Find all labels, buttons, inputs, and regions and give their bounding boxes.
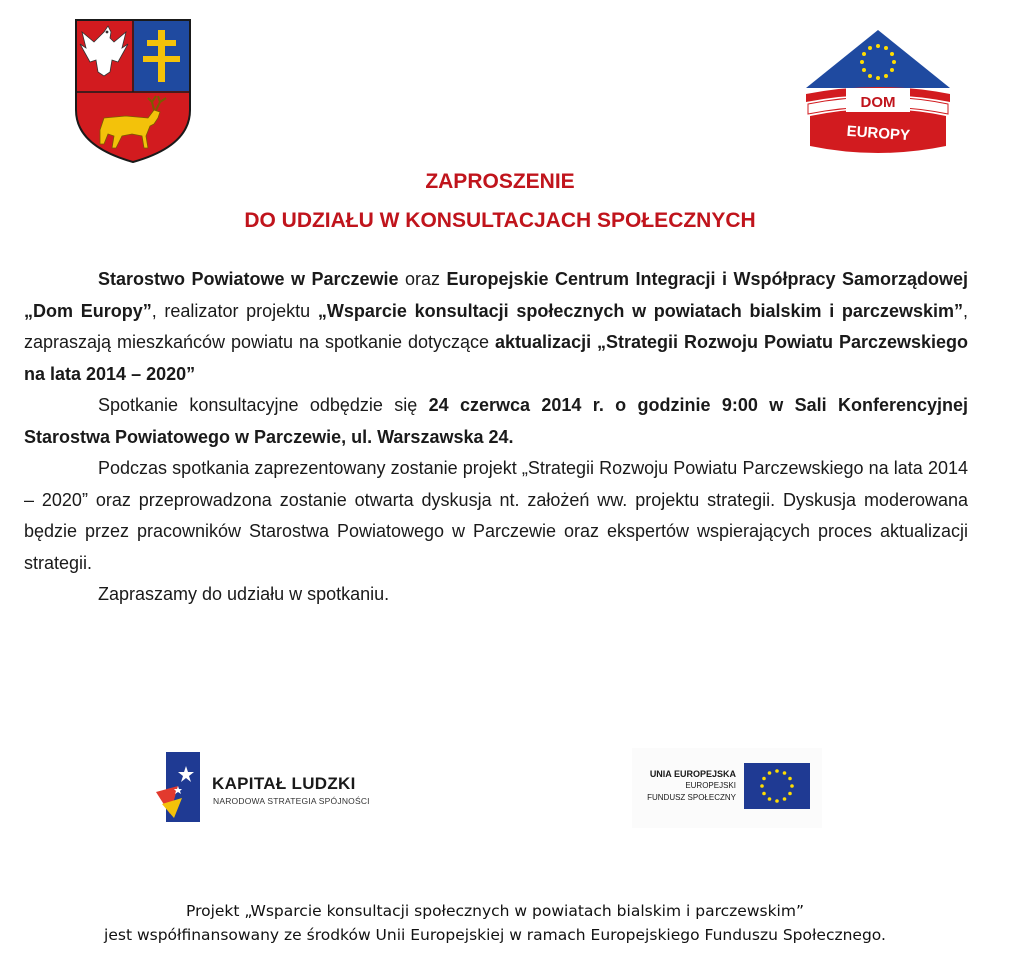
eu-line3: FUNDUSZ SPOŁECZNY: [647, 793, 736, 802]
paragraph-3: Podczas spotkania zaprezentowany zostanie projekt „Strategii Rozwoju Powiatu Parczewskiego na lata 2014 – 2020” oraz przeprowadzona zostanie otwarta dyskusja nt. założeń ww. projektu strategii. Dyskusja moderowana będzie przez pracowników Starostwa Powiatowego w Parczewie oraz ekspertów wspierających proces aktualizacji strategii.: [24, 458, 968, 573]
eu-logo: [632, 748, 822, 828]
p1-organizer-2: Europejskie Centrum Integracji i Współpracy Samorządowej „Dom Europy”: [24, 269, 968, 321]
kapital-ludzki-flag-icon: [156, 752, 200, 822]
p2-text: Spotkanie konsultacyjne odbędzie się: [98, 395, 429, 415]
kapital-ludzki-subtitle: NARODOWA STRATEGIA SPÓJNOŚCI: [213, 796, 370, 806]
invitation-body: [24, 264, 968, 611]
paragraph-1: [24, 264, 968, 390]
paragraph-2: [24, 390, 968, 453]
title-line2: DO UDZIAŁU W KONSULTACJACH SPOŁECZNYCH: [244, 209, 756, 232]
eu-flag-icon: [744, 763, 810, 809]
p1-text-2: , realizator projektu: [151, 300, 318, 321]
footer: [0, 899, 990, 947]
p1-strategy-name: aktualizacji „Strategii Rozwoju Powiatu Parczewskiego na lata 2014 – 2020”: [24, 332, 969, 384]
footer-line2: jest współfinansowany ze środków Unii Europejskiej w ramach Europejskiego Funduszu Społecznego.: [104, 926, 886, 944]
p1-project-name: „Wsparcie konsultacji społecznych w powiatach bialskim i parczewskim”: [317, 300, 963, 321]
footer-line1: Projekt „Wsparcie konsultacji społecznych w powiatach bialskim i parczewskim”: [186, 902, 804, 920]
dom-europy-logo-icon: [806, 30, 950, 156]
p2-date-place: 24 czerwca 2014 r. o godzinie 9:00 w Sali Konferencyjnej Starostwa Powiatowego w Parczewie, ul. Warszawska 24.: [24, 395, 969, 447]
p1-text-3: , zapraszają mieszkańców powiatu na spotkanie dotyczące: [24, 300, 969, 352]
paragraph-4: Zapraszamy do udziału w spotkaniu.: [98, 584, 390, 604]
eu-line1: UNIA EUROPEJSKA: [649, 769, 736, 779]
eu-line2: EUROPEJSKI: [685, 781, 736, 790]
coat-of-arms-icon: [74, 18, 192, 164]
dom-europy-line1: DOM: [860, 94, 896, 111]
title-line1: ZAPROSZENIE: [425, 170, 575, 193]
p1-organizer-1: Starostwo Powiatowe w Parczewie: [98, 269, 399, 289]
dom-europy-line2: EUROPY: [846, 122, 911, 145]
kapital-ludzki-title: KAPITAŁ LUDZKI: [212, 774, 356, 793]
p1-text-1: oraz: [398, 269, 447, 289]
eu-logo-text: [647, 768, 736, 804]
kapital-ludzki-logo: [156, 752, 386, 824]
